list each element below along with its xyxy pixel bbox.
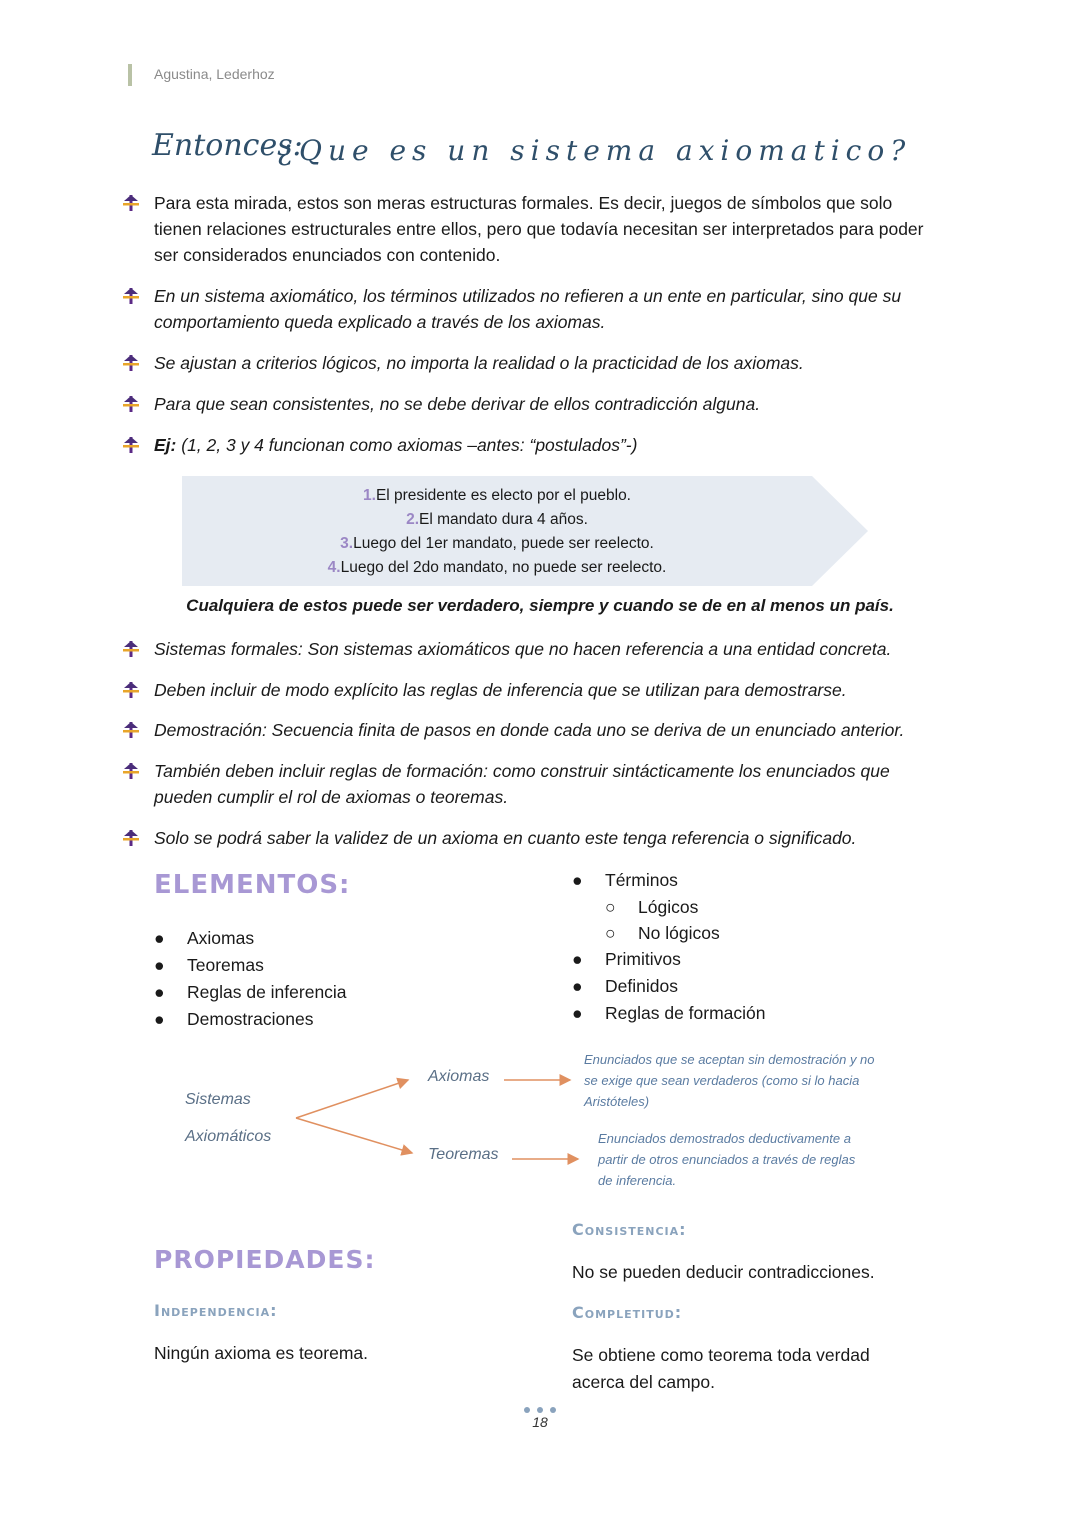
elementos-right-list: [572, 867, 912, 1027]
elementos-left-list: [154, 925, 454, 1033]
arrow-to-teoremas: [296, 1118, 412, 1153]
propiedades-heading: PROPIEDADES:: [154, 1245, 376, 1274]
elementos-heading: ELEMENTOS:: [154, 870, 351, 900]
diagram-desc-teoremas: Enunciados demostrados deductivamente a partir de otros enunciados a través de reglas de inferencia.: [598, 1131, 856, 1188]
bullet-arrow-icon: [122, 354, 140, 372]
independencia-text: Ningún axioma es teorema.: [154, 1343, 368, 1363]
title-prefix: Entonces:: [152, 128, 303, 163]
bullet-text-8: Demostración: Secuencia finita de pasos en donde cada uno se deriva de un enunciado anterior.: [154, 720, 905, 740]
bullet-text-6: Sistemas formales: Son sistemas axiomáticos que no hacen referencia a una entidad concreta.: [154, 639, 892, 659]
list-item: ● Definidos: [572, 976, 678, 996]
bullet-arrow-icon: [122, 829, 140, 847]
list-item: ● Términos: [572, 870, 678, 890]
bullet-arrow-icon: [122, 194, 140, 212]
arrow-to-axiomas: [296, 1080, 408, 1118]
diagram-desc-axiomas: Enunciados que se aceptan sin demostración y no se exige que sean verdaderos (como si lo hacia Aristóteles): [584, 1052, 875, 1109]
bullet-arrow-icon: [122, 640, 140, 658]
title-question: ¿Que es un sistema axiomatico?: [278, 134, 912, 167]
diagram-branch-axiomas: Axiomas: [428, 1068, 490, 1085]
bullet-text-7: Deben incluir de modo explícito las reglas de inferencia que se utilizan para demostrarse.: [154, 680, 847, 700]
consistencia-title: Consistencia:: [572, 1220, 687, 1239]
bullet-text-9: También deben incluir reglas de formación: como construir sintácticamente los enunciados que pueden cumplir el rol de axiomas o teoremas.: [154, 761, 890, 807]
diagram-root-line2: Axiomáticos: [185, 1128, 272, 1145]
list-item: ● Demostraciones: [154, 1009, 314, 1029]
banner-item-2: 2.El mandato dura 4 años.: [406, 511, 588, 528]
list-item: ● Teoremas: [154, 955, 264, 975]
list-subitem: ○ Lógicos: [605, 897, 699, 917]
example-lead: Ej:: [154, 435, 177, 455]
banner-item-3: 3.Luego del 1er mandato, puede ser reelecto.: [340, 535, 654, 552]
bullet-text-1: Para esta mirada, estos son meras estructuras formales. Es decir, juegos de símbolos que solo tienen relaciones estructurales entre ellos, pero que todavía necesitan ser interpretados para poder ser considerados enunciados con contenido.: [154, 193, 924, 265]
banner-item-1: 1.El presidente es electo por el pueblo.: [363, 487, 631, 504]
example-text: (1, 2, 3 y 4 funcionan como axiomas –antes: “postulados”-): [176, 435, 638, 455]
banner-list: [182, 484, 812, 580]
completitud-text: Se obtiene como teorema toda verdad acerca del campo.: [572, 1345, 870, 1392]
page-dot: [524, 1407, 530, 1413]
page-number: 18: [532, 1414, 548, 1430]
list-item: ● Reglas de formación: [572, 1003, 766, 1023]
bullet-text-3: Se ajustan a criterios lógicos, no importa la realidad o la practicidad de los axiomas.: [154, 353, 804, 373]
bullet-arrow-icon: [122, 762, 140, 780]
list-item: ● Reglas de inferencia: [154, 982, 347, 1002]
header-accent-bar: [128, 64, 132, 86]
bullet-text-10: Solo se podrá saber la validez de un axioma en cuanto este tenga referencia o significado.: [154, 828, 857, 848]
header-author: Agustina, Lederhoz: [154, 66, 275, 82]
bullet-arrow-icon: [122, 721, 140, 739]
bullet-text-4: Para que sean consistentes, no se debe derivar de ellos contradicción alguna.: [154, 394, 761, 414]
banner-item-4: 4.Luego del 2do mandato, no puede ser reelecto.: [327, 559, 667, 576]
bullet-arrow-icon: [122, 681, 140, 699]
diagram-arrows: [0, 1040, 1080, 1210]
bullet-text-2: En un sistema axiomático, los términos utilizados no refieren a un ente en particular, sino que su comportamiento queda explicado a través de los axiomas.: [154, 286, 902, 332]
bullet-arrow-icon: [122, 395, 140, 413]
conclusion-text: Cualquiera de estos puede ser verdadero, siempre y cuando se de en al menos un país.: [186, 596, 894, 615]
diagram-root-line1: Sistemas: [185, 1091, 251, 1108]
independencia-title: Independencia:: [154, 1301, 278, 1320]
diagram-branch-teoremas: Teoremas: [428, 1146, 499, 1163]
page-dot: [537, 1407, 543, 1413]
list-subitem: ○ No lógicos: [605, 923, 720, 943]
consistencia-text: No se pueden deducir contradicciones.: [572, 1262, 875, 1282]
page-dot: [550, 1407, 556, 1413]
list-item: ● Primitivos: [572, 949, 681, 969]
bullet-text-5: [154, 432, 929, 458]
list-item: ● Axiomas: [154, 928, 255, 948]
bullet-arrow-icon: [122, 436, 140, 454]
bullet-arrow-icon: [122, 287, 140, 305]
completitud-title: Completitud:: [572, 1303, 683, 1322]
